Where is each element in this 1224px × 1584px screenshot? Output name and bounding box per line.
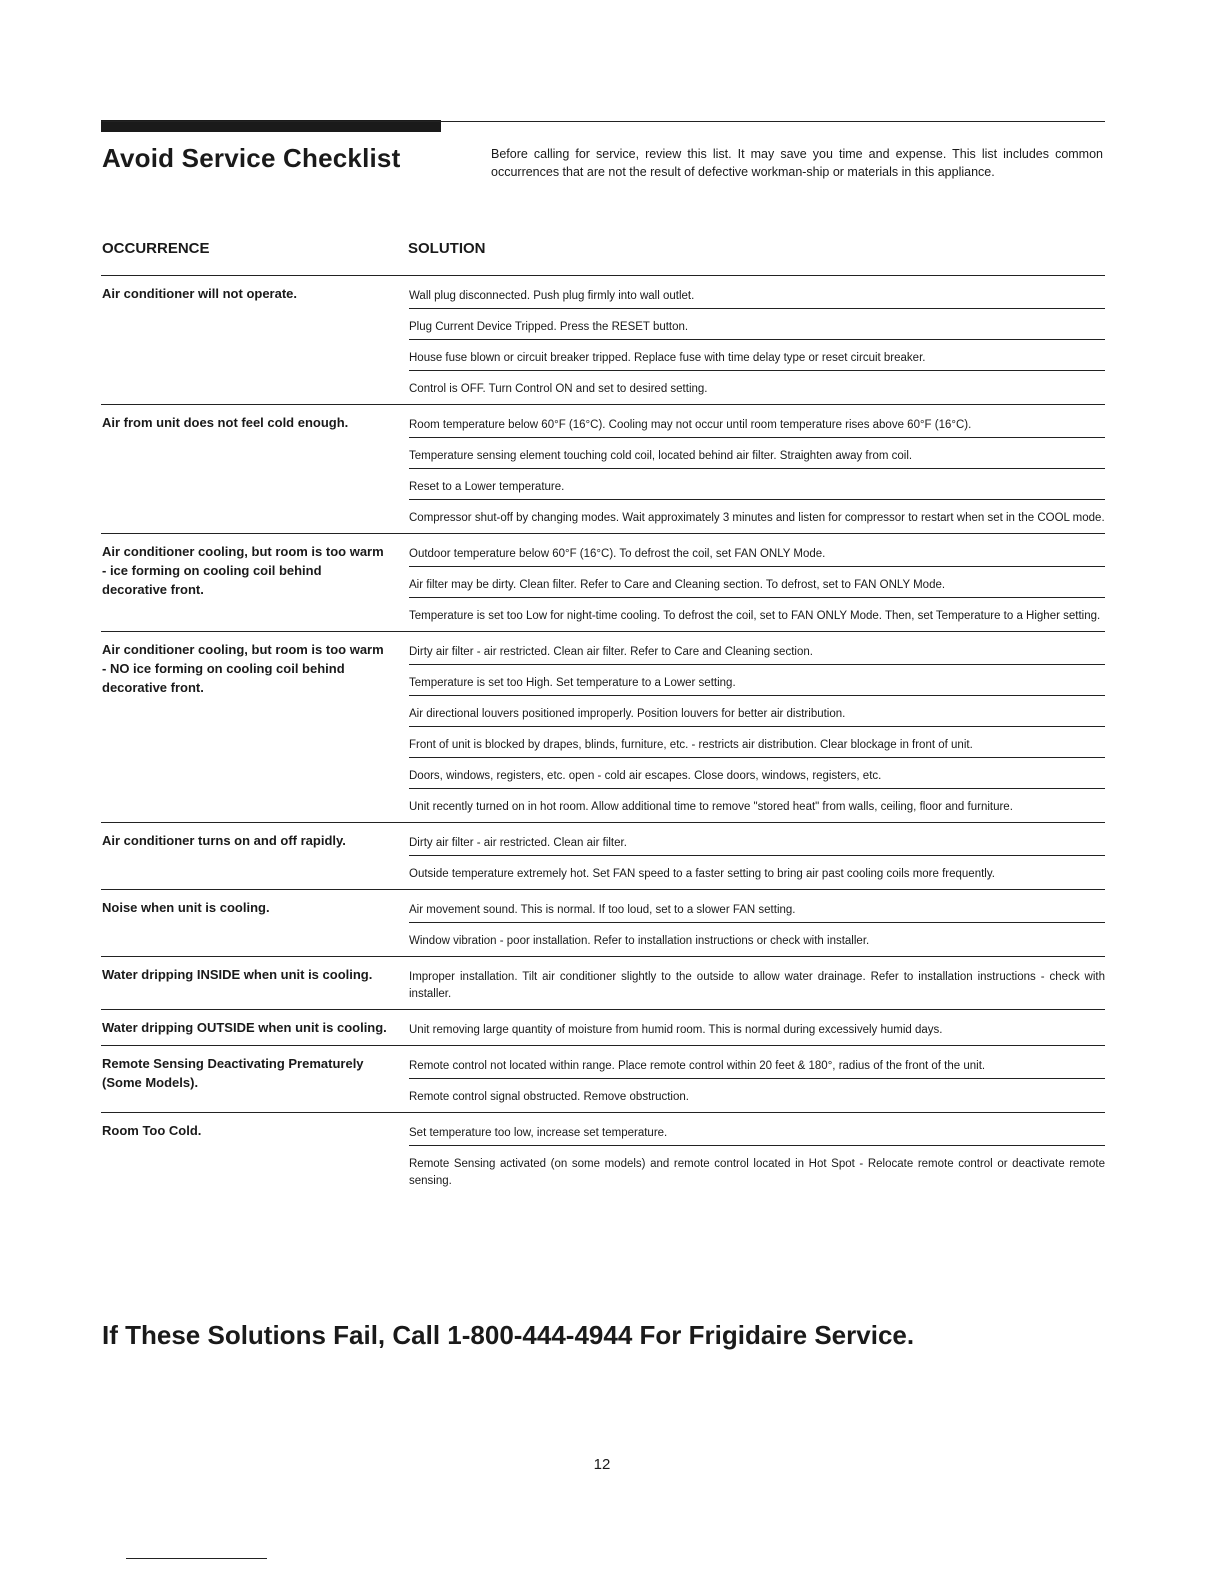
solution-item: Control is OFF. Turn Control ON and set to desired setting. [409,383,708,395]
solution-item: Room temperature below 60°F (16°C). Cooling may not occur until room temperature rises above 60°F (16°C). [409,413,1105,438]
solution-item: Unit removing large quantity of moisture from humid room. This is normal during excessively humid days. [409,1024,943,1036]
solution-item: Remote control not located within range. Place remote control within 20 feet & 180°, radius of the front of the unit. [409,1054,1105,1079]
solution-column-header: SOLUTION [408,240,486,257]
checklist-row [101,823,1105,890]
checklist-row [101,276,1105,405]
solution-list [409,542,1105,628]
solution-item: Unit recently turned on in hot room. Allow additional time to remove "stored heat" from walls, ceiling, floor and furniture. [409,801,1013,813]
service-call-heading: If These Solutions Fail, Call 1-800-444-4944 For Frigidaire Service. [102,1320,915,1350]
checklist-row [101,405,1105,534]
occurrence-text: Air conditioner turns on and off rapidly. [102,833,346,848]
occurrence-text: Air from unit does not feel cold enough. [102,415,349,430]
solution-list [409,413,1105,530]
occurrence-column-header: OCCURRENCE [102,240,210,257]
page-title: Avoid Service Checklist [102,143,401,173]
solution-item: Front of unit is blocked by drapes, blinds, furniture, etc. - restricts air distribution. Clear blockage in front of unit. [409,733,1105,758]
checklist-row [101,890,1105,957]
solution-item: Window vibration - poor installation. Refer to installation instructions or check with installer. [409,935,870,947]
solution-list [409,1121,1105,1193]
solution-item: Outside temperature extremely hot. Set FAN speed to a faster setting to bring air past cooling coils more frequently. [409,868,995,880]
solution-item: House fuse blown or circuit breaker tripped. Replace fuse with time delay type or reset circuit breaker. [409,346,1105,371]
checklist-row [101,1113,1105,1196]
solution-item: Wall plug disconnected. Push plug firmly into wall outlet. [409,284,1105,309]
solution-item: Dirty air filter - air restricted. Clean air filter. Refer to Care and Cleaning section. [409,640,1105,665]
solution-item: Compressor shut-off by changing modes. Wait approximately 3 minutes and listen for compressor to restart when set in the COOL mode. [409,512,1105,524]
checklist-table [101,276,1105,1196]
occurrence-text: Room Too Cold. [102,1123,202,1138]
intro-paragraph: Before calling for service, review this list. It may save you time and expense. This list includes common occurrences that are not the result of defective workman-ship or materials in this appliance. [491,147,1103,179]
solution-item: Air filter may be dirty. Clean filter. Refer to Care and Cleaning section. To defrost, set to FAN ONLY Mode. [409,573,1105,598]
solution-item: Air directional louvers positioned improperly. Position louvers for better air distribution. [409,702,1105,727]
occurrence-text: Air conditioner cooling, but room is too warm - ice forming on cooling coil behind decorative front. [102,544,384,597]
solution-item: Temperature sensing element touching cold coil, located behind air filter. Straighten away from coil. [409,444,1105,469]
solution-list [409,640,1105,819]
solution-item: Set temperature too low, increase set temperature. [409,1121,1105,1146]
solution-list [409,898,1105,953]
solution-item: Improper installation. Tilt air conditioner slightly to the outside to allow water drainage. Refer to installation instructions - check with installer. [409,971,1105,1000]
solution-list [409,965,1105,1006]
solution-item: Remote Sensing activated (on some models) and remote control located in Hot Spot - Relocate remote control or deactivate remote sensing. [409,1158,1105,1187]
solution-item: Plug Current Device Tripped. Press the RESET button. [409,315,1105,340]
checklist-row [101,1010,1105,1046]
solution-item: Remote control signal obstructed. Remove obstruction. [409,1091,689,1103]
occurrence-text: Water dripping OUTSIDE when unit is cooling. [102,1020,387,1035]
solution-item: Doors, windows, registers, etc. open - cold air escapes. Close doors, windows, registers, etc. [409,764,1105,789]
solution-item: Dirty air filter - air restricted. Clean air filter. [409,831,1105,856]
solution-list [409,831,1105,886]
checklist-row [101,1046,1105,1113]
occurrence-text: Noise when unit is cooling. [102,900,270,915]
solution-item: Outdoor temperature below 60°F (16°C). To defrost the coil, set FAN ONLY Mode. [409,542,1105,567]
occurrence-text: Air conditioner will not operate. [102,286,298,301]
occurrence-text: Remote Sensing Deactivating Prematurely (Some Models). [102,1056,364,1090]
solution-item: Temperature is set too High. Set temperature to a Lower setting. [409,671,1105,696]
solution-item: Temperature is set too Low for night-time cooling. To defrost the coil, set to FAN ONLY Mode. Then, set Temperature to a Higher setting. [409,610,1101,622]
checklist-row [101,632,1105,823]
page-number: 12 [593,1456,611,1473]
solution-list [409,1018,1105,1042]
solution-list [409,284,1105,401]
checklist-row [101,957,1105,1010]
checklist-row [101,534,1105,632]
occurrence-text: Air conditioner cooling, but room is too warm - NO ice forming on cooling coil behind decorative front. [102,642,384,695]
occurrence-text: Water dripping INSIDE when unit is cooling. [102,967,373,982]
solution-item: Reset to a Lower temperature. [409,475,1105,500]
solution-list [409,1054,1105,1109]
solution-item: Air movement sound. This is normal. If too loud, set to a slower FAN setting. [409,898,1105,923]
footnote-rule [126,1558,267,1559]
top-divider [101,121,1105,122]
